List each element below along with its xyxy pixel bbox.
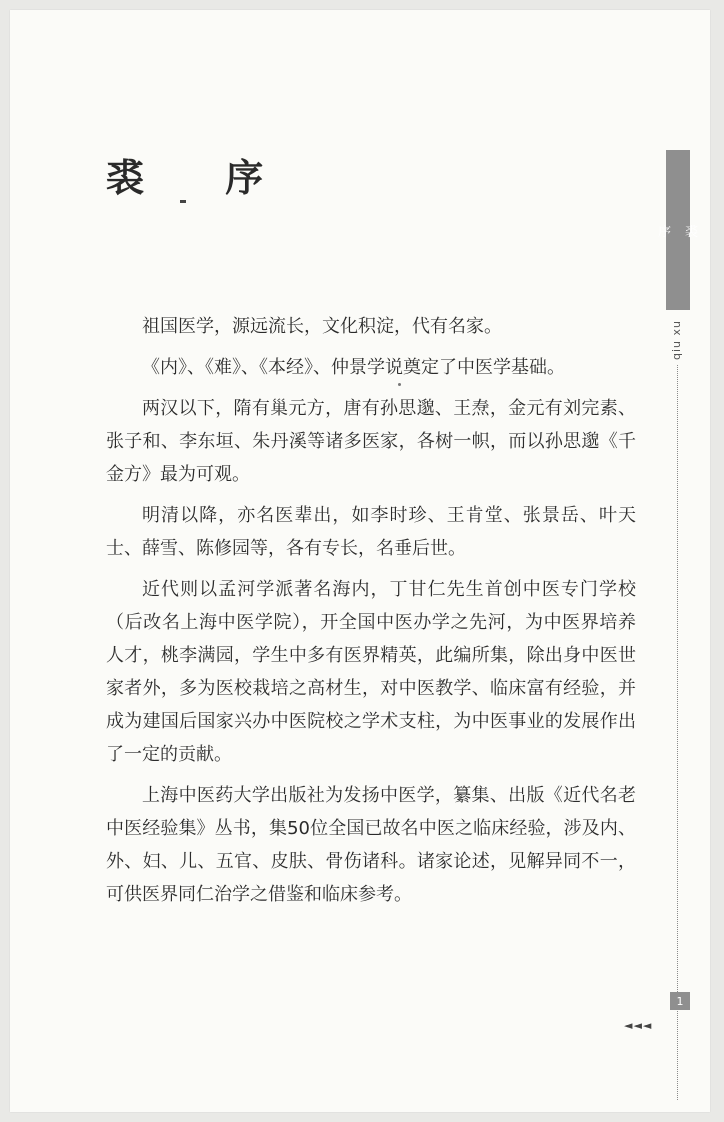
preface-body	[106, 310, 636, 911]
side-tab-char-2: 序	[657, 224, 671, 240]
paragraph: 祖国医学，源远流长，文化积淀，代有名家。	[142, 316, 502, 337]
paragraph: 近代则以孟河学派著名海内，丁甘仁先生首创中医专门学校（后改名上海中医学院），开全国中医办学之先河，为中医界培养人才，桃李满园，学生中多有医界精英，此编所集，除出身中医世家者外，多为医校栽培之高材生，对中医教学、临床富有经验，并成为建国后国家兴办中医院校之学术支柱，为中医事业的发展作出了一定的贡献。	[106, 579, 636, 765]
page-title: 裘 序	[106, 156, 298, 200]
chapter-side-tab	[657, 150, 699, 310]
paragraph: 上海中医药大学出版社为发扬中医学，纂集、出版《近代名老中医经验集》丛书，集50位全国已故名中医之临床经验，涉及内、外、妇、儿、五官、皮肤、骨伤诸科。诸家论述，见解异同不一，可供医界同仁治学之借鉴和临床参考。	[106, 785, 636, 905]
paragraph: 《内》、《难》、《本经》、仲景学说奠定了中医学基础。	[142, 357, 565, 378]
paragraph: 明清以降，亦名医辈出，如李时珍、王肯堂、张景岳、叶天士、薛雪、陈修园等，各有专长，名垂后世。	[106, 505, 636, 559]
print-speck	[398, 383, 401, 386]
nav-arrows-icon: ◄◄◄	[624, 1019, 653, 1032]
page-number-badge: 1	[670, 992, 690, 1010]
side-tab-pinyin: qiu xu	[670, 320, 683, 360]
title-underline-mark	[180, 200, 186, 203]
paragraph: 两汉以下，隋有巢元方，唐有孙思邈、王焘，金元有刘完素、张子和、李东垣、朱丹溪等诸多医家，各树一帜，而以孙思邈《千金方》最为可观。	[106, 398, 636, 485]
side-tab-char-1: 裘	[685, 224, 699, 240]
book-page	[10, 10, 710, 1112]
side-dotted-rule	[677, 365, 678, 1100]
